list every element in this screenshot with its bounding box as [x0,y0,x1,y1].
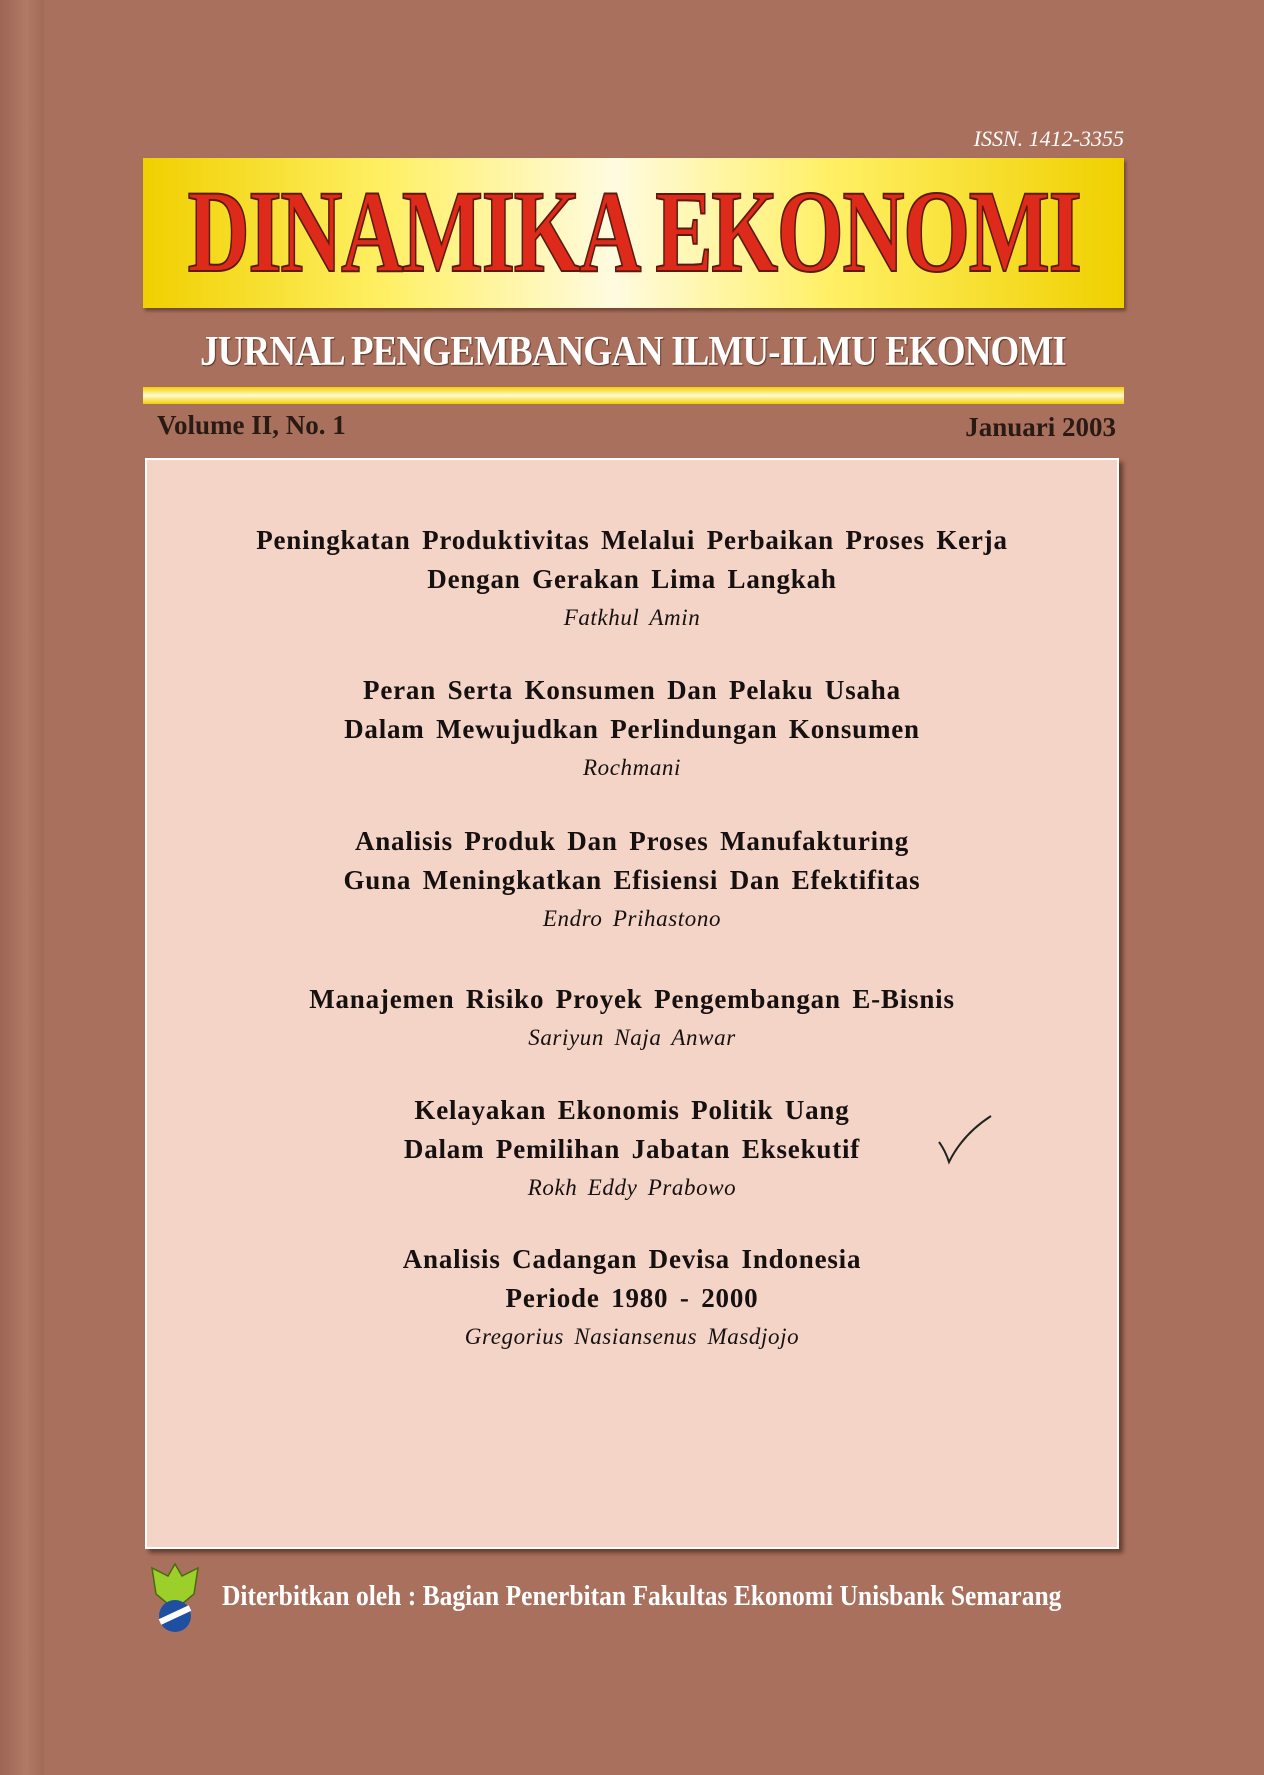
article-title: Analisis Produk Dan Proses Manufakturing [354,826,910,856]
article-title: Dengan Gerakan Lima Langkah [427,564,837,594]
article-author: Sariyun Naja Anwar [528,1025,736,1050]
article-title: Peningkatan Produktivitas Melalui Perbaikan Proses Kerja [256,525,1008,555]
title-band [143,158,1124,308]
article [145,980,1119,1057]
article-author: Endro Prihastono [542,906,722,931]
article [145,671,1119,787]
journal-subtitle: JURNAL PENGEMBANGAN ILMU-ILMU EKONOMI [200,329,1066,375]
volume-number: Volume II, No. 1 [157,410,346,440]
article [145,521,1119,637]
unisbank-logo-icon [146,1560,204,1636]
book-spine [0,0,44,1775]
publisher: Diterbitkan oleh : Bagian Penerbitan Fakultas Ekonomi Unisbank Semarang [222,1580,1062,1612]
article-title: Periode 1980 - 2000 [505,1283,759,1313]
journal-title: DINAMIKA EKONOMI [186,166,1081,297]
article-author: Gregorius Nasiansenus Masdjojo [464,1324,800,1349]
article-title: Peran Serta Konsumen Dan Pelaku Usaha [363,675,901,705]
article-title: Analisis Cadangan Devisa Indonesia [402,1244,862,1274]
article-title: Guna Meningkatkan Efisiensi Dan Efektifitas [343,865,921,895]
handwritten-checkmark-icon [935,1112,995,1168]
article-author: Rochmani [582,755,682,780]
article-title: Dalam Pemilihan Jabatan Eksekutif [403,1134,861,1164]
article-author: Rokh Eddy Prabowo [527,1175,737,1200]
article-title: Manajemen Risiko Proyek Pengembangan E-Bisnis [309,984,955,1014]
article [145,1240,1119,1356]
article-author: Fatkhul Amin [563,605,701,630]
issue-date: Januari 2003 [965,412,1116,442]
article-title: Dalam Mewujudkan Perlindungan Konsumen [344,714,920,744]
issn: ISSN. 1412-3355 [973,126,1124,151]
divider-strip [143,387,1124,404]
article [145,822,1119,938]
article-title: Kelayakan Ekonomis Politik Uang [414,1095,850,1125]
